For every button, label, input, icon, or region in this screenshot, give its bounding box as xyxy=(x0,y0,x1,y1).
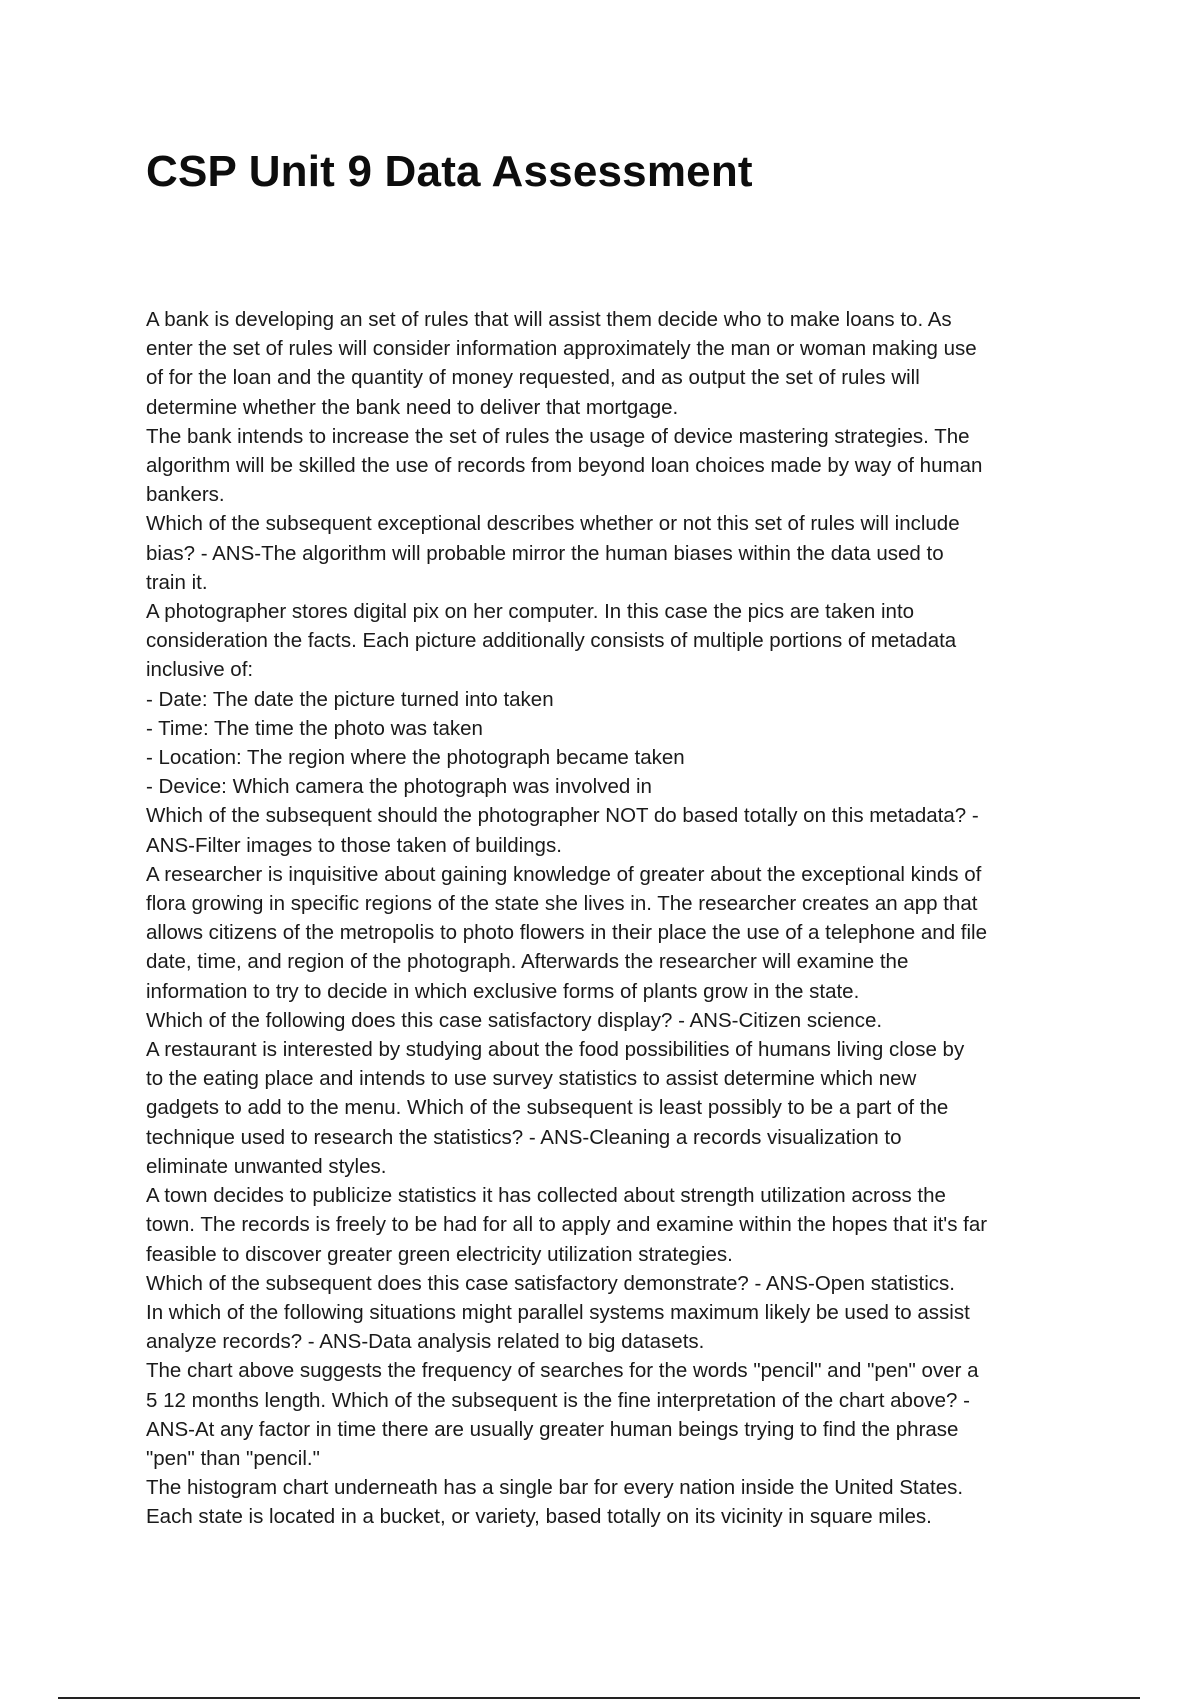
document-body xyxy=(146,305,1066,1532)
body-text-line: information to try to decide in which exclusive forms of plants grow in the state. xyxy=(146,979,860,1003)
body-text-line: ANS-Filter images to those taken of buildings. xyxy=(146,833,562,857)
body-text-line: - Date: The date the picture turned into taken xyxy=(146,687,554,711)
body-text-line: bankers. xyxy=(146,483,225,507)
document-title: CSP Unit 9 Data Assessment xyxy=(146,147,753,196)
body-text-line: 5 12 months length. Which of the subsequent is the fine interpretation of the chart above? - xyxy=(146,1388,970,1412)
body-text-line: A researcher is inquisitive about gaining knowledge of greater about the exceptional kinds of xyxy=(146,862,982,886)
body-text-line: A bank is developing an set of rules that will assist them decide who to make loans to. As xyxy=(146,308,952,331)
body-text-line: to the eating place and intends to use survey statistics to assist determine which new xyxy=(146,1067,917,1091)
body-text-line: flora growing in specific regions of the state she lives in. The researcher creates an app that xyxy=(146,892,978,916)
body-text-line: The histogram chart underneath has a single bar for every nation inside the United States. xyxy=(146,1476,964,1500)
body-text-line: gadgets to add to the menu. Which of the subsequent is least possibly to be a part of the xyxy=(146,1096,949,1120)
body-text-line: The chart above suggests the frequency of searches for the words "pencil" and "pen" over a xyxy=(146,1359,979,1383)
body-text-line: algorithm will be skilled the use of records from beyond loan choices made by way of human xyxy=(146,454,983,478)
body-text-line: town. The records is freely to be had for all to apply and examine within the hopes that it's far xyxy=(146,1213,988,1237)
body-text-line: bias? - ANS-The algorithm will probable mirror the human biases within the data used to xyxy=(146,541,944,565)
body-text-line: A photographer stores digital pix on her computer. In this case the pics are taken into xyxy=(146,600,915,624)
body-text-line: feasible to discover greater green electricity utilization strategies. xyxy=(146,1242,733,1266)
body-text-line: A restaurant is interested by studying about the food possibilities of humans living close by xyxy=(146,1038,965,1062)
body-text-line: Each state is located in a bucket, or variety, based totally on its vicinity in square miles. xyxy=(146,1505,932,1529)
body-text-line: A town decides to publicize statistics it has collected about strength utilization across the xyxy=(146,1184,946,1208)
body-text-line: Which of the following does this case satisfactory display? - ANS-Citizen science. xyxy=(146,1008,883,1032)
body-text-line: - Device: Which camera the photograph was involved in xyxy=(146,775,652,799)
body-text-line: Which of the subsequent exceptional describes whether or not this set of rules will include xyxy=(146,512,960,536)
body-text-line: inclusive of: xyxy=(146,658,254,682)
body-text-line: date, time, and region of the photograph. Afterwards the researcher will examine the xyxy=(146,950,909,974)
body-text-line: technique used to research the statistics? - ANS-Cleaning a records visualization to xyxy=(146,1125,902,1149)
body-text-line: ANS-At any factor in time there are usually greater human beings trying to find the phrase xyxy=(146,1417,959,1441)
body-text-line: enter the set of rules will consider information approximately the man or woman making use xyxy=(146,337,977,361)
body-text-line: consideration the facts. Each picture additionally consists of multiple portions of metadata xyxy=(146,629,957,653)
body-text-line: In which of the following situations might parallel systems maximum likely be used to assist xyxy=(146,1300,970,1324)
footer-divider xyxy=(58,1697,1140,1699)
body-text-line: analyze records? - ANS-Data analysis related to big datasets. xyxy=(146,1330,705,1354)
body-text-line: determine whether the bank need to deliver that mortgage. xyxy=(146,395,679,419)
body-text-line: - Location: The region where the photograph became taken xyxy=(146,746,685,770)
body-text-line: Which of the subsequent should the photographer NOT do based totally on this metadata? - xyxy=(146,804,979,828)
body-text-line: allows citizens of the metropolis to photo flowers in their place the use of a telephone and file xyxy=(146,921,987,945)
body-text-line: - Time: The time the photo was taken xyxy=(146,716,483,740)
body-text-line: Which of the subsequent does this case satisfactory demonstrate? - ANS-Open statistics. xyxy=(146,1271,955,1295)
body-text-line: The bank intends to increase the set of rules the usage of device mastering strategies. The xyxy=(146,424,970,448)
body-text-line: "pen" than "pencil." xyxy=(146,1446,320,1470)
body-text-line: train it. xyxy=(146,570,208,594)
body-text-line: eliminate unwanted styles. xyxy=(146,1154,387,1178)
body-text-line: of for the loan and the quantity of money requested, and as output the set of rules will xyxy=(146,366,920,390)
